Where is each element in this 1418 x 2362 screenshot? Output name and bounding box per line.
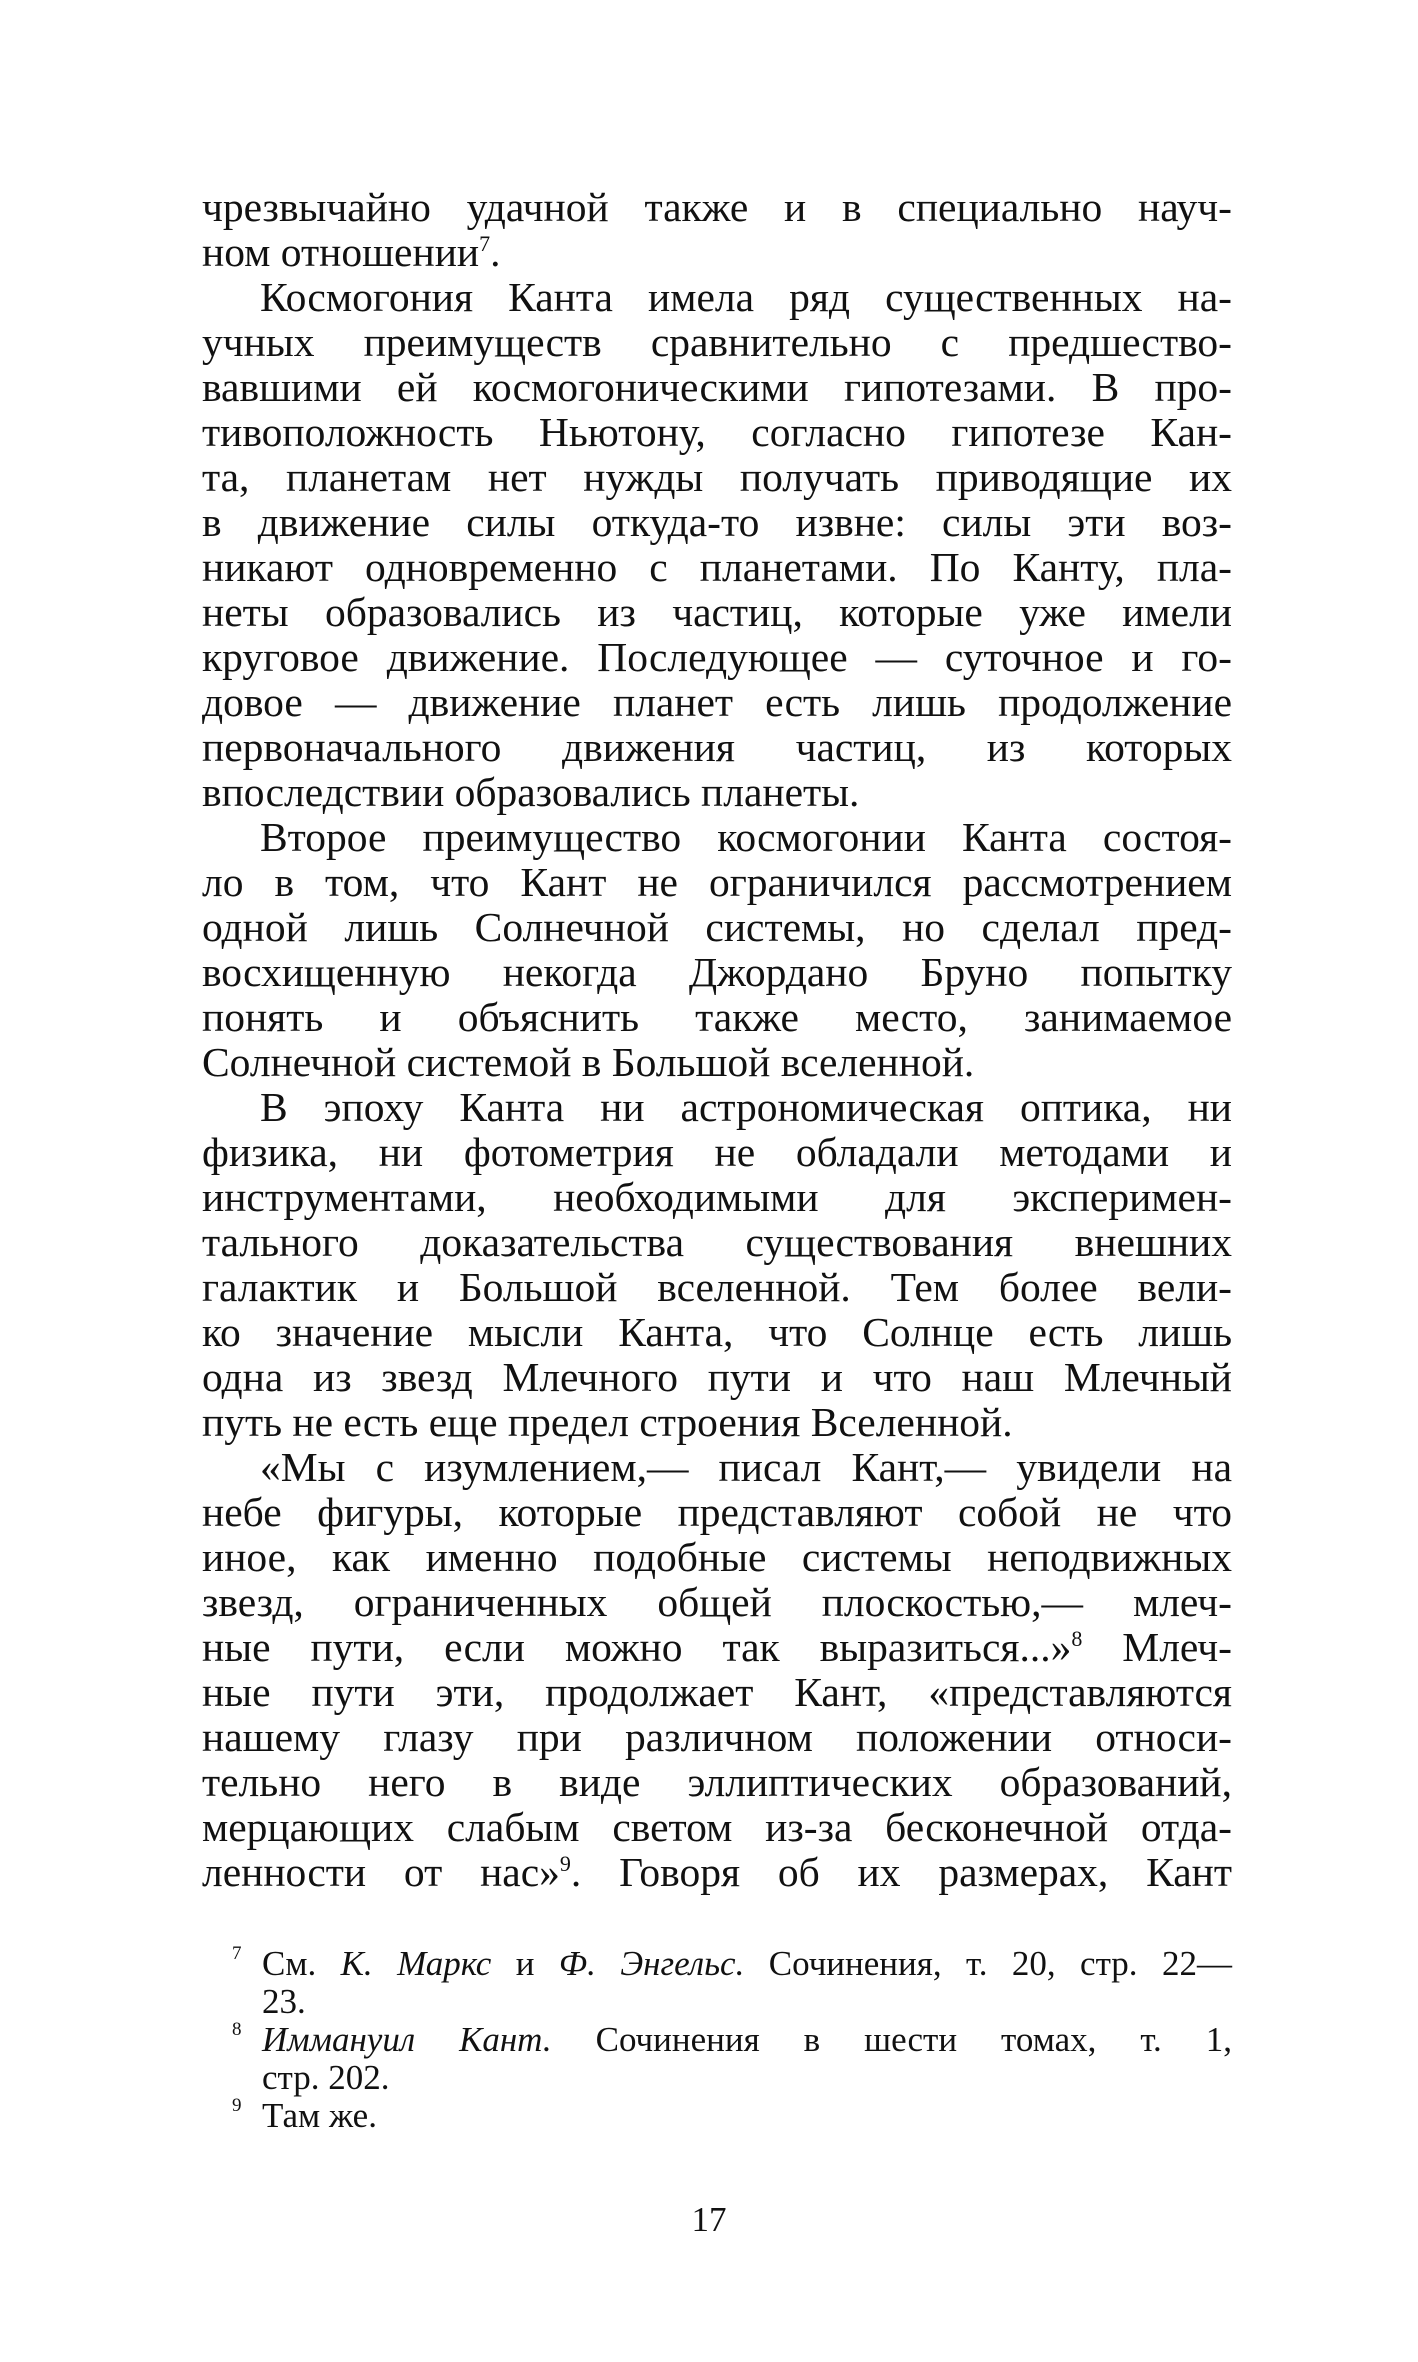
paragraph bbox=[202, 1445, 1232, 1895]
paragraph bbox=[202, 815, 1232, 1085]
paragraph bbox=[202, 1085, 1232, 1445]
text-line: вавшими ей космогоническими гипотезами. В про- bbox=[202, 364, 1232, 410]
text-line: «Мы с изумлением,— писал Кант,— увидели на bbox=[260, 1444, 1232, 1490]
text-line: Космогония Канта имела ряд существенных на- bbox=[260, 274, 1232, 320]
paragraph bbox=[202, 275, 1232, 815]
footnotes bbox=[202, 1945, 1232, 2135]
text-line: ленности от нас»$^9$. Говоря об их размерах, Кант bbox=[202, 1849, 1233, 1895]
text-line: та, планетам нет нужды получать приводящие их bbox=[202, 454, 1232, 500]
text-line: ло в том, что Кант не ограничился рассмотрением bbox=[202, 859, 1232, 905]
text-line: впоследствии образовались планеты. bbox=[202, 769, 860, 815]
text-line: инструментами, необходимыми для эксперимен- bbox=[202, 1174, 1232, 1220]
footnote-9 bbox=[202, 2097, 1232, 2135]
text-line: В эпоху Канта ни астрономическая оптика, ни bbox=[260, 1084, 1232, 1130]
footnote-line: стр. 202. bbox=[262, 2058, 390, 2097]
text-line: небе фигуры, которые представляют собой не что bbox=[202, 1489, 1232, 1535]
text-line: Солнечной системой в Большой вселенной. bbox=[202, 1039, 975, 1085]
text-line: галактик и Большой вселенной. Тем более вели- bbox=[202, 1264, 1232, 1310]
text-line: тального доказательства существования внешних bbox=[202, 1219, 1232, 1265]
text-line: учных преимуществ сравнительно с предшество- bbox=[202, 319, 1232, 365]
footnote-8 bbox=[202, 2021, 1232, 2097]
footnote-ref: 7 bbox=[479, 231, 491, 257]
footnote-mark: 8 bbox=[232, 2019, 242, 2040]
text-line: иное, как именно подобные системы неподвижных bbox=[202, 1534, 1232, 1580]
text-line: ные пути эти, продолжает Кант, «представляются bbox=[202, 1669, 1232, 1715]
text-line: неты образовались из частиц, которые уже имели bbox=[202, 589, 1232, 635]
footnote-mark: 9 bbox=[232, 2095, 242, 2116]
text-line: Второе преимущество космогонии Канта состоя- bbox=[260, 814, 1232, 860]
text-line: довое — движение планет есть лишь продолжение bbox=[202, 679, 1232, 725]
text-line: понять и объяснить также место, занимаемое bbox=[202, 994, 1232, 1040]
text-line: одной лишь Солнечной системы, но сделал пред- bbox=[202, 904, 1232, 950]
footnote-mark: 7 bbox=[232, 1943, 242, 1964]
text-line: тивоположность Ньютону, согласно гипотезе Кан- bbox=[202, 409, 1232, 455]
text-line: ном отношении$^7$. bbox=[202, 229, 501, 275]
text-line: никают одновременно с планетами. По Канту, пла- bbox=[202, 544, 1232, 590]
footnote-line: 23. bbox=[262, 1982, 306, 2021]
text-line: чрезвычайно удачной также и в специально науч- bbox=[202, 184, 1232, 230]
text-line: нашему глазу при различном положении относи- bbox=[202, 1714, 1232, 1760]
text-line: восхищенную некогда Джордано Бруно попытку bbox=[202, 949, 1232, 995]
paragraph bbox=[202, 185, 1232, 275]
footnote-line: Иммануил Кант. Сочинения в шести томах, т. 1, bbox=[262, 2020, 1232, 2059]
text-line: в движение силы откуда-то извне: силы эти воз- bbox=[202, 499, 1232, 545]
footnote-7 bbox=[202, 1945, 1232, 2021]
text-line: физика, ни фотометрия не обладали методами и bbox=[202, 1129, 1232, 1175]
footnote-ref: 9 bbox=[559, 1851, 571, 1877]
text-line: мерцающих слабым светом из-за бесконечной отда- bbox=[202, 1804, 1232, 1850]
footnote-ref: 8 bbox=[1071, 1626, 1083, 1652]
text-line: ко значение мысли Канта, что Солнце есть лишь bbox=[202, 1309, 1232, 1355]
text-line: путь не есть еще предел строения Вселенной. bbox=[202, 1399, 1013, 1445]
text-line: одна из звезд Млечного пути и что наш Млечный bbox=[202, 1354, 1232, 1400]
footnote-line: См. К. Маркс и Ф. Энгельс. Сочинения, т. 20, стр. 22— bbox=[262, 1944, 1232, 1983]
text-line: тельно него в виде эллиптических образований, bbox=[202, 1759, 1232, 1805]
text-line: круговое движение. Последующее — суточное и го- bbox=[202, 634, 1232, 680]
text-line: звезд, ограниченных общей плоскостью,— млеч- bbox=[202, 1579, 1232, 1625]
body-text bbox=[202, 185, 1232, 1895]
text-line: ные пути, если можно так выразиться...»$^8$ Млеч- bbox=[202, 1624, 1232, 1670]
page-number: 17 bbox=[691, 2200, 727, 2239]
footnote-line: Там же. bbox=[262, 2096, 377, 2135]
text-line: первоначального движения частиц, из которых bbox=[202, 724, 1232, 770]
